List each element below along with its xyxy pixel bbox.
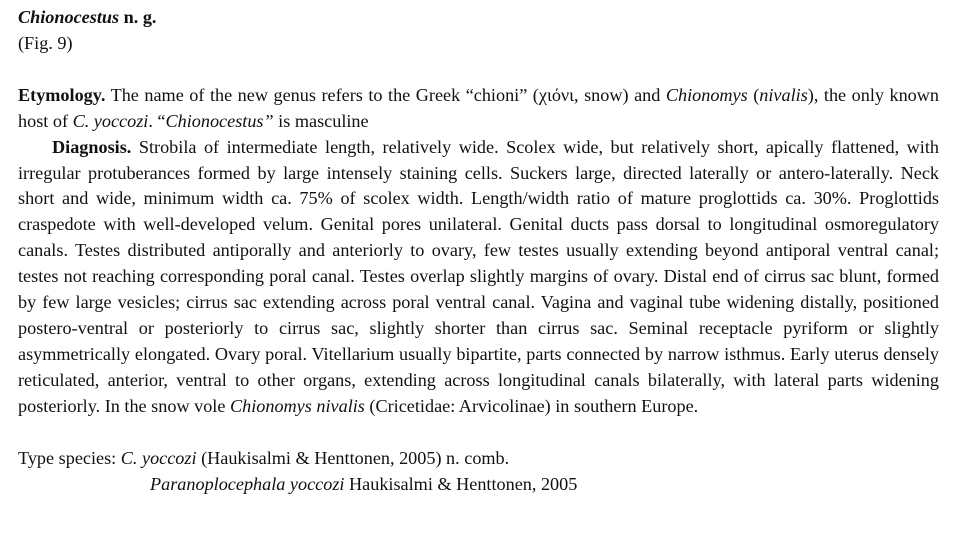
host-binomial: Chionomys nivalis — [229, 395, 365, 416]
synonym-name: Paranoplocephala yoccozi — [150, 473, 345, 494]
etymology-text: The name of the new genus refers to the Greek “chioni” (χιόνι, snow) and — [105, 84, 666, 105]
spacer — [18, 57, 939, 83]
host-genus: Chionomys — [665, 84, 748, 105]
type-species-name: C. yoccozi — [120, 447, 197, 468]
diagnosis-label: Diagnosis. — [52, 136, 132, 157]
diagnosis-text: Strobila of intermediate length, relatively wide. Scolex wide, but relatively short, apically flattened, with irregular protuberances formed by large intensely staining cells. Suckers large, directed laterally or antero-laterally. Neck short and wide, minimum width ca. 75% of scolex width. Length/width ratio of mature proglottids ca. 30%. Proglottids craspedote with well-developed velum. Genital pores unilateral. Genital ducts pass dorsal to longitudinal osmoregulatory canals. Testes distributed antiporally and anteriorly to ovary, few testes usually extending beyond antiporal ventral canal; testes not reaching corresponding poral canal. Testes overlap slightly margins of ovary. Distal end of cirrus sac blunt, formed by few large vesicles; cirrus sac extending across poral ventral canal. Vagina and vaginal tube widening distally, positioned postero-ventral or posteriorly to cirrus sac, slightly shorter than cirrus sac. Seminal receptacle pyriform or slightly asymmetrically elongated. Ovary poral. Vitellarium usually bipartite, parts connected by narrow isthmus. Early uterus densely reticulated, anterior, ventral to other organs, extending across longitudinal canals bilaterally, with lateral parts widening posteriorly. In the snow vole — [18, 136, 939, 416]
species-name: C. yoccozi — [72, 110, 149, 131]
diagnosis-paragraph — [18, 135, 939, 420]
diagnosis-tail: (Cricetidae: Arvicolinae) in southern Europe. — [364, 395, 699, 416]
type-species-label: Type species: — [18, 447, 121, 468]
figure-reference: (Fig. 9) — [18, 32, 73, 53]
etymology-text: is masculine — [273, 110, 369, 131]
genus-heading — [18, 5, 939, 31]
type-species-authority: (Haukisalmi & Henttonen, 2005) n. comb. — [196, 447, 510, 468]
etymology-text: ( — [747, 84, 760, 105]
article-section — [18, 5, 939, 497]
etymology-text: ), the only known host of — [18, 84, 939, 131]
host-species: nivalis — [759, 84, 808, 105]
etymology-label: Etymology. — [18, 84, 106, 105]
type-species-line — [18, 446, 939, 472]
etymology-paragraph — [18, 83, 939, 135]
genus-name-quoted: Chionocestus” — [165, 110, 274, 131]
genus-name: Chionocestus — [18, 7, 120, 27]
etymology-text: . “ — [148, 110, 166, 131]
spacer — [18, 420, 939, 446]
synonym-authority: Haukisalmi & Henttonen, 2005 — [344, 473, 578, 494]
synonym-line — [18, 472, 939, 498]
genus-suffix: n. g. — [119, 7, 157, 27]
